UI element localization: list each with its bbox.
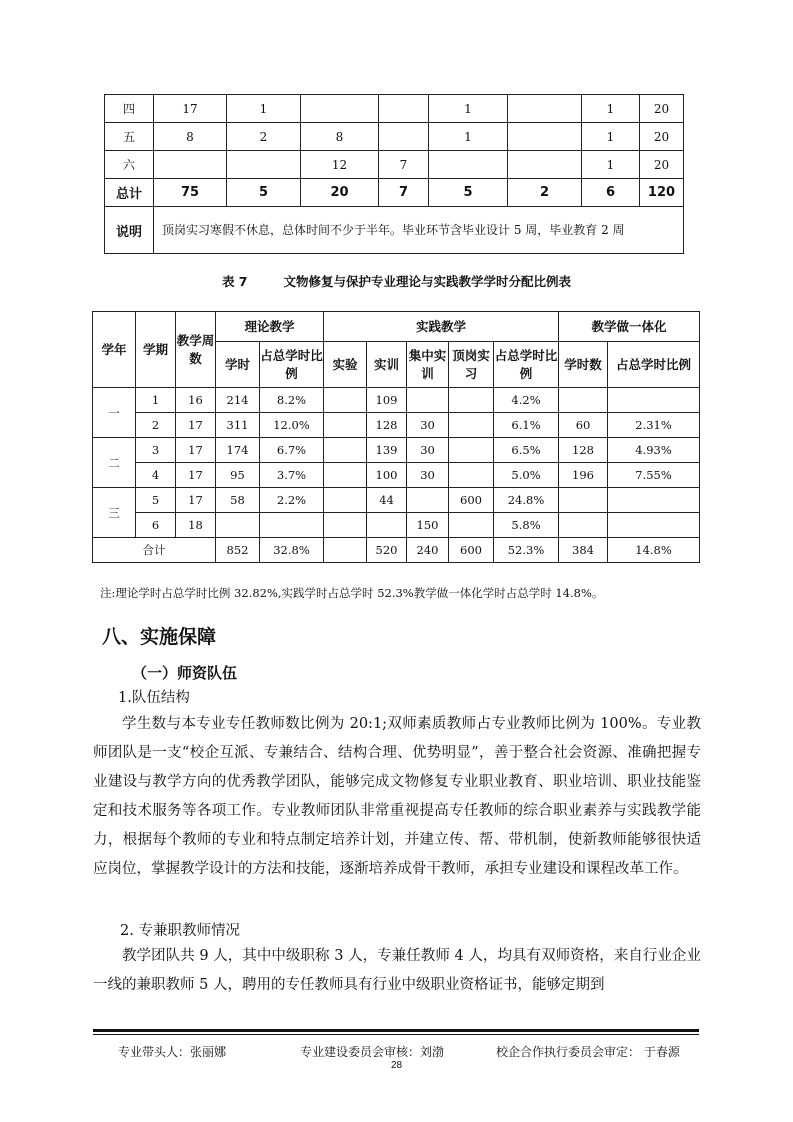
footer-committee: 专业建设委员会审核：刘渤 xyxy=(300,1045,445,1059)
total-cell: 120 xyxy=(640,179,684,207)
table-cell: 100 xyxy=(367,463,407,488)
header-experiment: 实验 xyxy=(324,342,367,388)
table-cell xyxy=(508,95,582,123)
table-cell: 20 xyxy=(640,95,684,123)
table-cell: 600 xyxy=(449,488,494,513)
table-cell: 7 xyxy=(379,151,429,179)
total-cell: 600 xyxy=(449,538,494,563)
table-cell xyxy=(367,513,407,538)
table-cell: 1 xyxy=(227,95,301,123)
table-cell xyxy=(508,151,582,179)
table-cell: 8 xyxy=(301,123,379,151)
credit-table-continued xyxy=(104,94,684,254)
table-cell: 6.1% xyxy=(494,413,559,438)
total-cell: 852 xyxy=(216,538,260,563)
table-cell: 12 xyxy=(301,151,379,179)
note-row xyxy=(105,207,684,254)
total-cell: 32.8% xyxy=(260,538,324,563)
total-cell: 20 xyxy=(301,179,379,207)
table-cell: 58 xyxy=(216,488,260,513)
header-practice: 实践教学 xyxy=(324,312,559,342)
total-cell: 5 xyxy=(429,179,508,207)
table-cell: 20 xyxy=(640,151,684,179)
item2-heading: 2. 专兼职教师情况 xyxy=(120,923,240,939)
header-practice-ratio: 占总学时比例 xyxy=(494,342,559,388)
total-cell: 5 xyxy=(227,179,301,207)
table-cell xyxy=(449,413,494,438)
table-footnote: 注:理论学时占总学时比例 32.82%,实践学时占总学时 52.3%教学做一体化学时占总学时 14.8%。 xyxy=(100,586,604,600)
note-label: 说明 xyxy=(105,207,154,254)
header-theory-ratio: 占总学时比例 xyxy=(260,342,324,388)
total-cell: 14.8% xyxy=(608,538,700,563)
table-cell xyxy=(559,513,608,538)
total-label: 总计 xyxy=(105,179,154,207)
term-cell: 5 xyxy=(136,488,176,513)
table-cell: 3.7% xyxy=(260,463,324,488)
weeks-cell: 17 xyxy=(176,463,216,488)
row-label: 四 xyxy=(105,95,154,123)
table-cell: 1 xyxy=(429,123,508,151)
table-cell: 128 xyxy=(559,438,608,463)
table-row xyxy=(93,513,700,538)
table-cell: 5.8% xyxy=(494,513,559,538)
table-cell: 1 xyxy=(429,95,508,123)
table-cell xyxy=(429,151,508,179)
table-cell: 44 xyxy=(367,488,407,513)
year-cell: 一 xyxy=(93,388,136,438)
table-cell: 2.2% xyxy=(260,488,324,513)
table-cell: 7.55% xyxy=(608,463,700,488)
table-cell: 60 xyxy=(559,413,608,438)
table-cell: 30 xyxy=(407,438,449,463)
header-term: 学期 xyxy=(136,312,176,388)
table-cell: 4.93% xyxy=(608,438,700,463)
table-row xyxy=(105,123,684,151)
table-cell xyxy=(324,438,367,463)
table-cell xyxy=(508,123,582,151)
table-cell xyxy=(324,488,367,513)
header-concentrated: 集中实训 xyxy=(407,342,449,388)
table-number: 表 7 xyxy=(221,274,248,289)
table-cell xyxy=(407,388,449,413)
table-cell: 1 xyxy=(582,95,640,123)
teaching-hours-table xyxy=(92,311,700,563)
table-cell xyxy=(379,123,429,151)
total-label: 合计 xyxy=(93,538,216,563)
term-cell: 6 xyxy=(136,513,176,538)
subsection-heading: （一）师资队伍 xyxy=(132,664,238,682)
header-int-ratio: 占总学时比例 xyxy=(608,342,700,388)
weeks-cell: 16 xyxy=(176,388,216,413)
table-row xyxy=(105,95,684,123)
table-cell: 6.5% xyxy=(494,438,559,463)
table-cell xyxy=(324,513,367,538)
header-theory: 理论教学 xyxy=(216,312,324,342)
table-caption xyxy=(0,272,793,290)
page-number: 28 xyxy=(390,1060,403,1071)
table-cell xyxy=(449,438,494,463)
table-cell xyxy=(260,513,324,538)
table-row xyxy=(93,438,700,463)
table-row xyxy=(93,413,700,438)
table-cell: 30 xyxy=(407,463,449,488)
table-title: 文物修复与保护专业理论与实践教学学时分配比例表 xyxy=(283,274,572,289)
total-cell: 6 xyxy=(582,179,640,207)
header-theory-hours: 学时 xyxy=(216,342,260,388)
table-cell: 139 xyxy=(367,438,407,463)
term-cell: 2 xyxy=(136,413,176,438)
table-cell xyxy=(608,488,700,513)
header-internship: 顶岗实习 xyxy=(449,342,494,388)
table-cell: 311 xyxy=(216,413,260,438)
table-cell xyxy=(379,95,429,123)
table-cell xyxy=(324,413,367,438)
table-cell: 6.7% xyxy=(260,438,324,463)
table-cell: 5.0% xyxy=(494,463,559,488)
total-row xyxy=(93,538,700,563)
row-label: 五 xyxy=(105,123,154,151)
table-row xyxy=(93,488,700,513)
table-cell xyxy=(301,95,379,123)
total-row xyxy=(105,179,684,207)
table-cell: 196 xyxy=(559,463,608,488)
table-cell: 109 xyxy=(367,388,407,413)
table-cell: 214 xyxy=(216,388,260,413)
item1-heading: 1.队伍结构 xyxy=(118,690,190,706)
header-int-hours: 学时数 xyxy=(559,342,608,388)
section-heading: 八、实施保障 xyxy=(102,626,217,648)
table-cell: 24.8% xyxy=(494,488,559,513)
footer-rule-thin xyxy=(93,1034,699,1035)
table-cell xyxy=(324,463,367,488)
table-cell: 20 xyxy=(640,123,684,151)
total-cell: 7 xyxy=(379,179,429,207)
table-cell xyxy=(227,151,301,179)
row-label: 六 xyxy=(105,151,154,179)
note-text: 顶岗实习寒假不休息，总体时间不少于半年。毕业环节含毕业设计 5 周，毕业教育 2 周 xyxy=(154,207,684,254)
weeks-cell: 18 xyxy=(176,513,216,538)
table-cell: 4.2% xyxy=(494,388,559,413)
weeks-cell: 17 xyxy=(176,438,216,463)
total-cell: 520 xyxy=(367,538,407,563)
table-cell xyxy=(216,513,260,538)
table-cell xyxy=(449,463,494,488)
table-cell xyxy=(608,513,700,538)
table-cell: 2 xyxy=(227,123,301,151)
header-year: 学年 xyxy=(93,312,136,388)
term-cell: 4 xyxy=(136,463,176,488)
header-integrated: 教学做一体化 xyxy=(559,312,700,342)
table-row xyxy=(93,388,700,413)
header-training: 实训 xyxy=(367,342,407,388)
table-cell: 17 xyxy=(154,95,227,123)
table-cell xyxy=(559,388,608,413)
footer-exec: 校企合作执行委员会审定： 于春源 xyxy=(496,1045,680,1059)
table-cell xyxy=(324,388,367,413)
table-cell: 30 xyxy=(407,413,449,438)
item1-paragraph: 学生数与本专业专任教师数比例为 20:1;双师素质教师占专业教师比例为 100%。专业教师团队是一支“校企互派、专兼结合、结构合理、优势明显”，善于整合社会资源、准确把握专业建设与教学方向的优秀教学团队，能够完成文物修复专业职业教育、职业培训、职业技能鉴定和技术服务等各项工作。专业教师团队非常重视提高专任教师的综合职业素养与实践教学能力，根据每个教师的专业和特点制定培养计划，并建立传、帮、带机制，使新教师能够很快适应岗位，掌握教学设计的方法和技能，逐渐培养成骨干教师，承担专业建设和课程改革工作。 xyxy=(93,716,701,877)
table-cell: 95 xyxy=(216,463,260,488)
table-row xyxy=(105,151,684,179)
table-cell: 150 xyxy=(407,513,449,538)
footer-leader: 专业带头人：张丽娜 xyxy=(118,1045,227,1059)
table-cell: 12.0% xyxy=(260,413,324,438)
footer-rule-thick xyxy=(93,1029,699,1032)
header-weeks: 教学周数 xyxy=(176,312,216,388)
table-cell xyxy=(449,513,494,538)
table-cell: 2.31% xyxy=(608,413,700,438)
table-cell: 8 xyxy=(154,123,227,151)
total-cell: 240 xyxy=(407,538,449,563)
year-cell: 三 xyxy=(93,488,136,538)
table-cell xyxy=(608,388,700,413)
total-cell: 52.3% xyxy=(494,538,559,563)
table-cell: 1 xyxy=(582,123,640,151)
table-cell: 1 xyxy=(582,151,640,179)
year-cell: 二 xyxy=(93,438,136,488)
weeks-cell: 17 xyxy=(176,413,216,438)
term-cell: 3 xyxy=(136,438,176,463)
table-row xyxy=(93,463,700,488)
table-cell xyxy=(154,151,227,179)
table-cell: 8.2% xyxy=(260,388,324,413)
table-cell xyxy=(407,488,449,513)
term-cell: 1 xyxy=(136,388,176,413)
item2-paragraph: 教学团队共 9 人，其中中级职称 3 人，专兼任教师 4 人，均具有双师资格，来自行业企业一线的兼职教师 5 人，聘用的专任教师具有行业中级职业资格证书，能够定期到 xyxy=(93,948,701,993)
total-cell: 75 xyxy=(154,179,227,207)
table-cell: 128 xyxy=(367,413,407,438)
table-cell xyxy=(559,488,608,513)
weeks-cell: 17 xyxy=(176,488,216,513)
total-cell xyxy=(324,538,367,563)
total-cell: 384 xyxy=(559,538,608,563)
total-cell: 2 xyxy=(508,179,582,207)
table-cell: 174 xyxy=(216,438,260,463)
table-cell xyxy=(449,388,494,413)
